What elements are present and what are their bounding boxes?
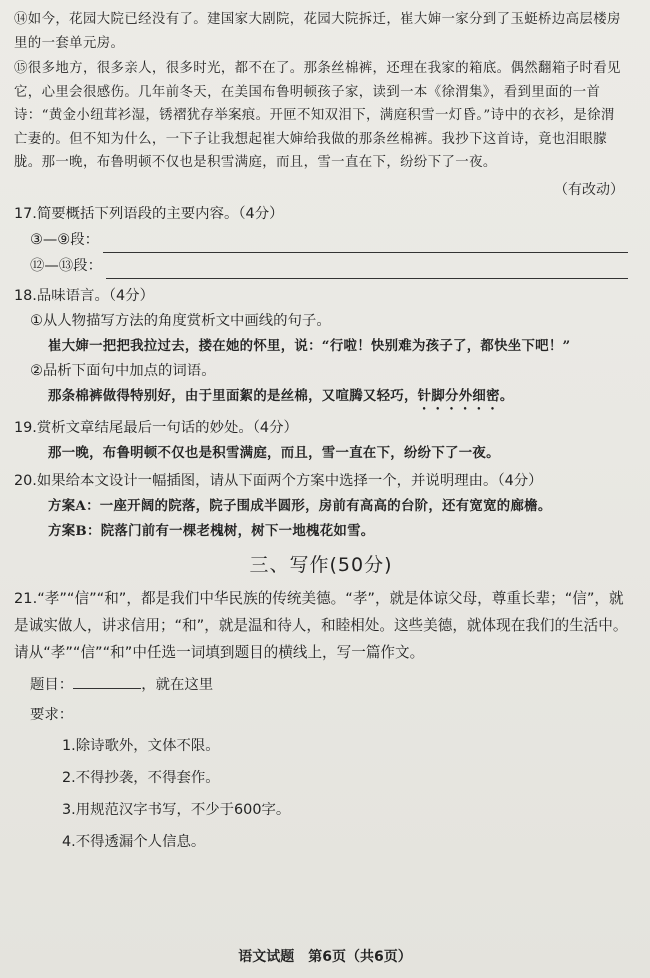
q20-option-a: 方案A：一座开阔的院落，院子围成半圆形，房前有高高的台阶，还有宽宽的廊檐。 xyxy=(48,497,552,514)
q19-quote: 那一晚，布鲁明顿不仅也是积雪满庭，而且，雪一直在下，纷纷下了一夜。 xyxy=(48,444,500,461)
q17-label-1: ③—⑨段： xyxy=(30,231,99,248)
q17-answer-row-2 xyxy=(30,253,628,279)
question-18: 18.品味语言。（4分） xyxy=(14,287,154,304)
essay-title-row xyxy=(30,670,628,700)
q17-answer-line-1[interactable] xyxy=(103,232,628,253)
q17-label-2: ⑫—⑬段： xyxy=(30,257,102,274)
q18-subquestion-2: ②品析下面句中加点的词语。 xyxy=(30,362,216,379)
requirement-item: 1.除诗歌外，文体不限。 xyxy=(62,737,220,754)
q17-answer-row-1 xyxy=(30,227,628,253)
q20-option-b: 方案B：院落门前有一棵老槐树，树下一地槐花如雪。 xyxy=(48,522,375,539)
q18-quote-2 xyxy=(48,384,628,413)
question-17: 17.简要概括下列语段的主要内容。（4分） xyxy=(14,205,284,222)
requirement-item: 2.不得抄袭，不得套作。 xyxy=(62,769,220,786)
adaptation-note: （有改动） xyxy=(554,181,624,198)
passage-paragraph-14: ⑭如今，花园大院已经没有了。建国家大剧院，花园大院拆迁，崔大婶一家分到了玉蜓桥边高层楼房里的一套单元房。 xyxy=(14,12,621,51)
writing-section-heading: 三、写作(50分) xyxy=(249,553,393,576)
page-footer: 语文试题 第6页（共6页） xyxy=(238,949,412,965)
question-20: 20.如果给本文设计一幅插图，请从下面两个方案中选择一个，并说明理由。（4分） xyxy=(14,472,543,489)
essay-title-suffix: ，就在这里 xyxy=(141,676,214,693)
q18-quote-1: 崔大婶一把把我拉过去，搂在她的怀里，说：“行啦！快别难为孩子了，都快坐下吧！” xyxy=(48,337,571,354)
essay-title-blank[interactable] xyxy=(73,672,141,689)
requirements-label: 要求： xyxy=(30,706,74,723)
q18-subquestion-1: ①从人物描写方法的角度赏析文中画线的句子。 xyxy=(30,312,331,329)
question-21: 21.“孝”“信”“和”，都是我们中华民族的传统美德。“孝”，就是体谅父母，尊重长辈；“信”，就是诚实做人，讲求信用；“和”，就是温和待人，和睦相处。这些美德，就体现在我们的生活中。请从“孝”“信”“和”中任选一词填到题目的横线上，写一篇作文。 xyxy=(14,589,628,661)
q17-answer-line-2[interactable] xyxy=(106,258,628,279)
passage-paragraph-15: ⑮很多地方，很多亲人，很多时光，都不在了。那条丝棉裤，还理在我家的箱底。偶然翻箱子时看见它，心里会很感伤。几年前冬天，在美国布鲁明顿孩子家，读到一本《徐渭集》，看到里面的一首诗：“黄金小纽茸衫湿，锈褶犹存举案痕。开匣不知双泪下，满庭积雪一灯昏。”诗中的衣衫，是徐渭亡妻的。但不知为什么，一下子让我想起崔大婶给我做的那条丝棉裤。我抄下这首诗，竟也泪眼朦胧。那一晚，布鲁明顿不仅也是积雪满庭，而且，雪一直在下，纷纷下了一夜。 xyxy=(14,61,621,170)
requirement-item: 3.用规范汉字书写，不少于600字。 xyxy=(62,801,291,818)
question-19: 19.赏析文章结尾最后一句话的妙处。（4分） xyxy=(14,419,298,436)
q18-quote-2-pre: 那条棉裤做得特别好，由于里面絮的是丝棉，又喧腾又轻巧， xyxy=(48,387,418,404)
q18-dotted-words: 针脚分外细密 xyxy=(417,387,500,404)
essay-title-label: 题目： xyxy=(30,676,74,693)
q18-quote-2-post: 。 xyxy=(499,387,514,404)
requirement-item: 4.不得透漏个人信息。 xyxy=(62,833,206,850)
